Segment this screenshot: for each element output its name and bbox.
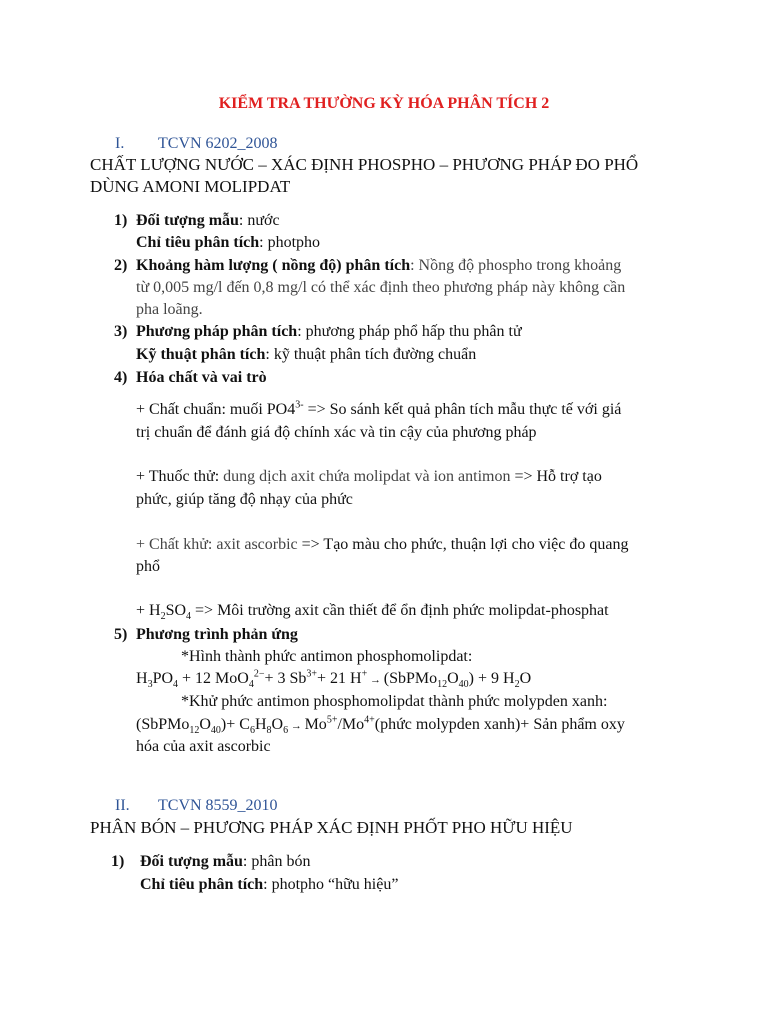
item-2-value-l1: : Nồng độ phospho trong khoảng bbox=[410, 257, 622, 274]
chem-1-line2: trị chuẩn để đánh giá độ chính xác và tin cậy của phương pháp bbox=[136, 424, 537, 441]
chem-2-line2: phức, giúp tăng độ nhạy của phức bbox=[136, 491, 353, 508]
item-1-label1: Đối tượng mẫu bbox=[136, 212, 239, 229]
item-5-label: Phương trình phản ứng bbox=[136, 626, 298, 643]
item-4-number: 4) bbox=[114, 369, 128, 386]
section-2-code: TCVN 8559_2010 bbox=[158, 797, 278, 814]
chem-3-line1: + Chất khử: axit ascorbic => Tạo màu cho phức, thuận lợi cho việc đo quang bbox=[136, 536, 629, 553]
chem-2-line1: + Thuốc thử: dung dịch axit chứa molipdat và ion antimon => Hỗ trợ tạo bbox=[136, 468, 602, 485]
section-1-code: TCVN 6202_2008 bbox=[158, 135, 278, 152]
item-1-value2: : photpho bbox=[259, 234, 321, 251]
section-1-name-line1: CHẤT LƯỢNG NƯỚC – XÁC ĐỊNH PHOSPHO – PHƯƠNG PHÁP ĐO PHỔ bbox=[90, 155, 639, 174]
item-2-number: 2) bbox=[114, 257, 128, 274]
item-2-value-l3: pha loãng. bbox=[136, 301, 203, 318]
item-3-number: 3) bbox=[114, 323, 128, 340]
item-3-label1: Phương pháp phân tích bbox=[136, 323, 298, 340]
section-1-roman: I. bbox=[115, 135, 125, 152]
item-3-value1: : phương pháp phổ hấp thu phân tử bbox=[297, 323, 522, 340]
item-3-line1 bbox=[136, 322, 522, 341]
section-2-item-1-line1: Đối tượng mẫu: phân bón bbox=[140, 853, 311, 870]
item-3-line2 bbox=[136, 345, 476, 364]
eq-2-line2: hóa của axit ascorbic bbox=[136, 738, 271, 755]
section-1-name-line2: DÙNG AMONI MOLIPDAT bbox=[90, 177, 291, 196]
section-2-item-1-line2: Chỉ tiêu phân tích: photpho “hữu hiệu” bbox=[140, 876, 399, 893]
item-1-number: 1) bbox=[114, 212, 128, 229]
item-2-label: Khoảng hàm lượng ( nồng độ) phân tích bbox=[136, 257, 411, 274]
item-1-line2 bbox=[136, 233, 320, 252]
chem-3-line2: phổ bbox=[136, 558, 160, 575]
item-2-line1 bbox=[136, 256, 621, 275]
chem-4-line1: + $H_2SO_4$ => Môi trường axit cần thiết để ổn định phức molipdat-phosphat bbox=[136, 602, 609, 623]
eq-2: $(SbPMo_{12}O_{40})+ C_6H_8O_6$ → $Mo^{5+}/Mo^{4+}(phức$ molypden xanh)+ Sản phẩm oxy bbox=[136, 714, 625, 737]
item-3-value2: : kỹ thuật phân tích đường chuẩn bbox=[265, 346, 477, 363]
section-2-item-1-number: 1) bbox=[111, 853, 125, 870]
section-2-roman: II. bbox=[115, 797, 130, 814]
item-4-label: Hóa chất và vai trò bbox=[136, 369, 267, 386]
eq-1: $H_3PO_4 + 12$ MoO$_4^{2-}$+ 3 $Sb^{3+}+ 21$ $H^+ \to (SbPMo_{12}O_{40}) + 9$ $H_2O$ bbox=[136, 668, 532, 691]
section-2-name-line1: PHÂN BÓN – PHƯƠNG PHÁP XÁC ĐỊNH PHỐT PHO HỮU HIỆU bbox=[90, 818, 573, 837]
item-2-value-l2: từ 0,005 mg/l đến 0,8 mg/l có thể xác định theo phương pháp này không cần bbox=[136, 279, 626, 296]
chem-1-line1: + Chất chuẩn: muối $PO4^{3-} => So$ sánh kết quả phân tích mẫu thực tế với giá bbox=[136, 399, 622, 418]
page-title: KIỂM TRA THƯỜNG KỲ HÓA PHÂN TÍCH 2 bbox=[218, 95, 550, 112]
item-5-number: 5) bbox=[114, 626, 128, 643]
eq-1-title: *Hình thành phức antimon phosphomolipdat: bbox=[181, 648, 473, 665]
eq-2-title: *Khử phức antimon phosphomolipdat thành phức molypden xanh: bbox=[181, 693, 608, 710]
item-1-label2: Chỉ tiêu phân tích bbox=[136, 234, 260, 251]
item-1-value1: : nước bbox=[238, 212, 280, 229]
item-3-label2: Kỹ thuật phân tích bbox=[136, 346, 266, 363]
item-1-line1 bbox=[136, 211, 280, 230]
